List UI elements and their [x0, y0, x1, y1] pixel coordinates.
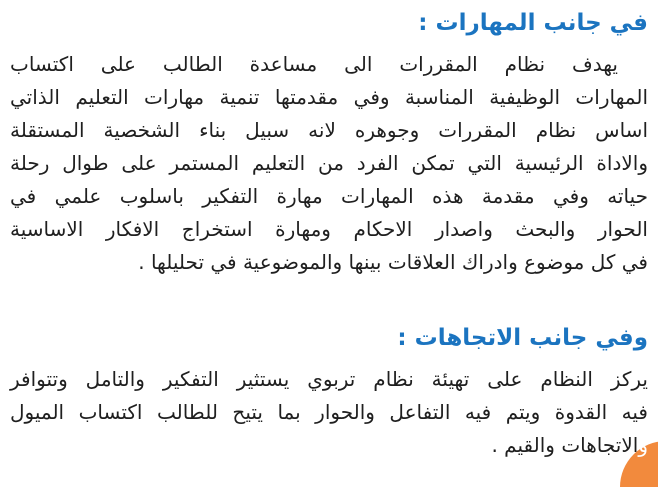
section-skills: [10, 6, 648, 279]
section-attitudes-paragraph: [10, 363, 648, 462]
paragraph-line: فيه القدوة ويتم فيه التفاعل والحوار بما يتيح للطالب اكتساب الميول: [10, 400, 648, 424]
paragraph-line: في كل موضوع وادراك العلاقات بينها والموضوعية في تحليلها .: [138, 250, 648, 274]
paragraph-line: حياته وفي مقدمة هذه المهارات مهارة التفكير باسلوب علمي في: [10, 184, 648, 208]
paragraph-line: اساس نظام المقررات وجوهره لانه سبيل بناء الشخصية المستقلة: [10, 118, 648, 142]
section-attitudes: [10, 321, 648, 462]
paragraph-line: والاتجاهات والقيم .: [491, 433, 648, 457]
paragraph-line: يهدف نظام المقررات الى مساعدة الطالب على اكتساب: [10, 52, 618, 76]
paragraph-line: والاداة الرئيسية التي تمكن الفرد من التعليم المستمر على طوال رحلة: [10, 151, 648, 175]
paragraph-line: المهارات الوظيفية المناسبة وفي مقدمتها تنمية مهارات التعليم الذاتي: [10, 85, 648, 109]
paragraph-line: الحوار والبحث واصدار الاحكام ومهارة استخراج الافكار الاساسية: [10, 217, 648, 241]
paragraph-line: يركز النظام على تهيئة نظام تربوي يستثير التفكير والتامل وتتوافر: [10, 367, 648, 391]
section-attitudes-heading: وفي جانب الاتجاهات :: [397, 325, 648, 351]
section-skills-paragraph: [10, 48, 648, 279]
section-skills-heading: في جانب المهارات :: [418, 10, 648, 36]
